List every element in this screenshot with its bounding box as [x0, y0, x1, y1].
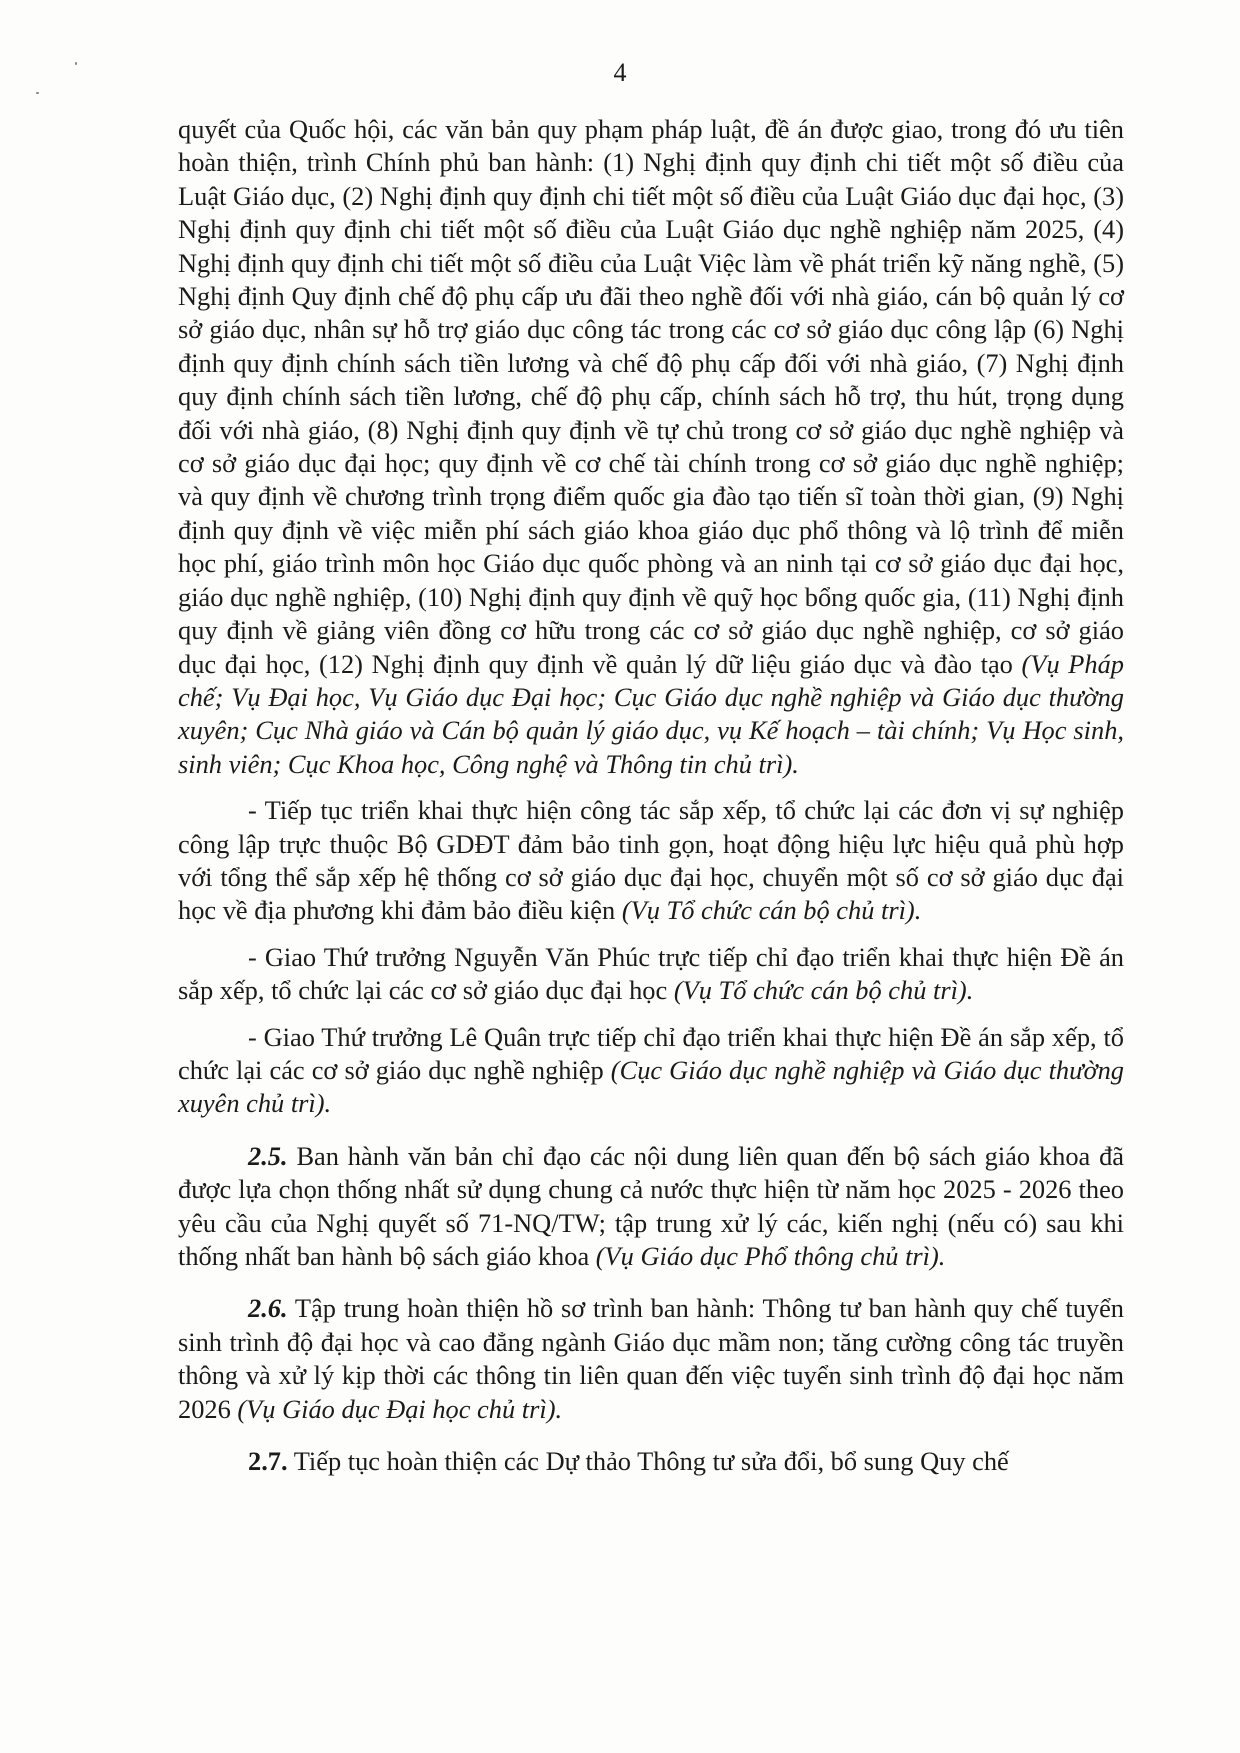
responsible-units: (Vụ Giáo dục Phổ thông chủ trì). — [595, 1241, 946, 1271]
section-number: 2.7. — [248, 1446, 288, 1477]
paragraph-text: quyết của Quốc hội, các văn bản quy phạm pháp luật, đề án được giao, trong đó ưu tiên hoàn thiện, trình Chính phủ ban hành: (1) Nghị định quy định chi tiết một số điều của Luật Giáo dục, (2) Nghị định quy định chi tiết một số điều của Luật Giáo dục đại học, (3) Nghị định quy định chi tiết một số điều của Luật Giáo dục nghề nghiệp năm 2025, (4) Nghị định quy định chi tiết một số điều của Luật Việc làm về phát triển kỹ năng nghề, (5) Nghị định Quy định chế độ phụ cấp ưu đãi theo nghề đối với nhà giáo, cán bộ quản lý cơ sở giáo dục, nhân sự hỗ trợ giáo dục công tác trong các cơ sở giáo dục công lập (6) Nghị định quy định chính sách tiền lương và chế độ phụ cấp đối với nhà giáo, (7) Nghị định quy định chính sách tiền lương, chế độ phụ cấp, chính sách hỗ trợ, thu hút, trọng dụng đối với nhà giáo, (8) Nghị định quy định về tự chủ trong cơ sở giáo dục nghề nghiệp và cơ sở giáo dục đại học; quy định về cơ chế tài chính trong cơ sở giáo dục nghề nghiệp; và quy định về chương trình trọng điểm quốc gia đào tạo tiến sĩ toàn thời gian, (9) Nghị định quy định về việc miễn phí sách giáo khoa giáo dục phổ thông và lộ trình để miễn học phí, giáo trình môn học Giáo dục quốc phòng và an ninh tại cơ sở giáo dục đại học, giáo dục nghề nghiệp, (10) Nghị định quy định về quỹ học bổng quốc gia, (11) Nghị định quy định về giảng viên đồng cơ hữu trong các cơ sở giáo dục nghề nghiệp, cơ sở giáo dục đại học, (12) Nghị định quy định về quản lý dữ liệu giáo dục và đào tạo — [178, 114, 1124, 679]
responsible-units: (Vụ Tổ chức cán bộ chủ trì). — [621, 895, 922, 926]
section-number: 2.5. — [248, 1140, 288, 1171]
responsible-units: (Vụ Pháp chế; Vụ Đại học, Vụ Giáo dục Đại học; Cục Giáo dục nghề nghiệp và Giáo dục thường xuyên; Cục Nhà giáo và Cán bộ quản lý giáo dục, vụ Kế hoạch – tài chính; Vụ Học sinh, sinh viên; Cục Khoa học, Công nghệ và Thông tin chủ trì). — [178, 648, 1124, 779]
paragraph-text: - Giao Thứ trưởng Nguyễn Văn Phúc trực tiếp chỉ đạo triển khai thực hiện Đề án sắp xếp, tổ chức lại các cơ sở giáo dục đại học — [178, 941, 1124, 1006]
section-2-6 — [178, 1292, 1124, 1426]
paragraph-text: - Tiếp tục triển khai thực hiện công tác sắp xếp, tổ chức lại các đơn vị sự nghiệp công lập trực thuộc Bộ GDĐT đảm bảo tinh gọn, hoạt động hiệu lực hiệu quả phù hợp với tổng thể sắp xếp hệ thống cơ sở giáo dục đại học, chuyển một số cơ sở giáo dục đại học về địa phương khi đảm bảo điều kiện — [178, 795, 1124, 926]
section-2-7 — [178, 1445, 1124, 1478]
paragraph-restructure-units — [178, 794, 1124, 928]
page-number: 4 — [613, 58, 627, 87]
responsible-units: (Cục Giáo dục nghề nghiệp và Giáo dục thường xuyên chủ trì). — [178, 1054, 1124, 1119]
paragraph-text: Tập trung hoàn thiện hồ sơ trình ban hành: Thông tư ban hành quy chế tuyển sinh trình độ đại học và cao đẳng ngành Giáo dục mầm non; tăng cường công tác truyền thông và xử lý kịp thời các thông tin liên quan đến việc tuyển sinh trình độ đại học năm 2026 — [178, 1293, 1124, 1424]
responsible-units: (Vụ Tổ chức cán bộ chủ trì). — [673, 975, 974, 1006]
paragraph-decree-list — [178, 113, 1124, 781]
document-body — [178, 113, 1124, 1478]
paragraph-text: Ban hành văn bản chỉ đạo các nội dung liên quan đến bộ sách giáo khoa đã được lựa chọn thống nhất sử dụng chung cả nước thực hiện từ năm học 2025 - 2026 theo yêu cầu của Nghị quyết số 71-NQ/TW; tập trung xử lý các, kiến nghị (nếu có) sau khi thống nhất ban hành bộ sách giáo khoa — [178, 1140, 1124, 1271]
section-number: 2.6. — [248, 1293, 288, 1324]
paragraph-text: - Giao Thứ trưởng Lê Quân trực tiếp chỉ đạo triển khai thực hiện Đề án sắp xếp, tổ chức lại các cơ sở giáo dục nghề nghiệp — [178, 1021, 1124, 1085]
paragraph-deputy-minister-phuc — [178, 941, 1124, 1008]
paragraph-text: Tiếp tục hoàn thiện các Dự thảo Thông tư sửa đổi, bổ sung Quy chế — [287, 1446, 1009, 1477]
paragraph-deputy-minister-quan — [178, 1021, 1124, 1121]
responsible-units: (Vụ Giáo dục Đại học chủ trì). — [237, 1393, 563, 1424]
section-2-5 — [178, 1140, 1124, 1274]
scan-speck — [36, 92, 39, 94]
